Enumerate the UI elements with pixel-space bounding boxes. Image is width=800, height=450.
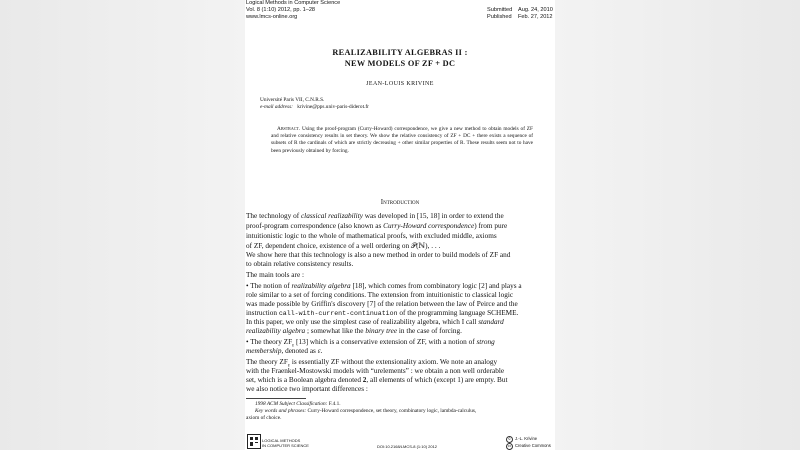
body-line: The theory $ZF_\varepsilon$ is essentially ZF without the extensionality axiom. We note an analogy xyxy=(246,358,498,369)
abstract-label: Abstract. xyxy=(277,126,301,132)
body-line: We show here that this technology is also a new method in order to build models of ZF and xyxy=(246,251,511,259)
journal-url[interactable]: www.lmcs-online.org xyxy=(246,14,298,20)
footnote-rule xyxy=(246,398,306,399)
acm-classification: 1998 ACM Subject Classification: F.4.1. xyxy=(255,401,341,407)
body-line: to obtain relative consistency results. xyxy=(246,260,354,268)
body-line: membership, denoted as ε. xyxy=(246,347,323,355)
body-line: intuitionistic logic to the whole of mathematical proofs, with excluded middle, axioms xyxy=(246,232,497,240)
body-line: • The theory $ZF_\varepsilon$ [13] which is a conservative extension of ZF, with a notion of strong xyxy=(246,338,495,349)
body-line: The main tools are : xyxy=(246,271,304,279)
body-line: with the Fraenkel-Mostowski models with “urelements” : we obtain a non well orderable xyxy=(246,367,505,375)
journal-volume: Vol. 8 (1:10) 2012, pp. 1–28 xyxy=(246,7,316,13)
journal-name: Logical Methods in Computer Science xyxy=(246,0,341,6)
viewer-background-left xyxy=(0,0,245,450)
body-line: set, which is a Boolean algebra denoted 2, all elements of which (except 1) are empty. But xyxy=(246,376,508,384)
submitted-label: Submitted xyxy=(487,7,513,13)
affiliation-email-row xyxy=(260,104,369,111)
body-line: was made possible by Griffin's discovery [7] of the relation between the law of Peirce and the xyxy=(246,300,518,308)
paper-page xyxy=(245,0,555,450)
doi[interactable]: DOI:10.2168/LMCS-8 (1:10) 2012 xyxy=(377,444,438,449)
keywords: Key words and phrases: Curry-Howard correspondence, set theory, combinatory logic, lambda-calculus, xyxy=(255,408,477,414)
body-line: role similar to a set of forcing conditions. The extension from intuitionistic to classical logic xyxy=(246,291,514,299)
paper-title-line1: REALIZABILITY ALGEBRAS II : xyxy=(332,48,468,57)
keywords-cont: axiom of choice. xyxy=(246,415,282,421)
body-line: The technology of classical realizability was developed in [15, 18] in order to extend the xyxy=(246,212,504,220)
submitted-date: Aug. 24, 2010 xyxy=(518,7,553,13)
affiliation-institution: Université Paris VII, C.N.R.S. xyxy=(260,97,325,103)
section-title: Introduction xyxy=(380,198,420,206)
abstract xyxy=(271,126,533,155)
license[interactable]: Creative Commons xyxy=(515,443,551,448)
published-label: Published xyxy=(487,14,512,20)
copyright-icon: © xyxy=(507,437,512,441)
abstract-text: Using the proof-program (Curry-Howard) correspondence, we give a new method to obtain models of ZF and relative consistency results in set theory. We show the relative consistency of ZF + DC + there exists a sequence of subsets of R the cardinals of which are strictly decreasing + other similar properties of R. These results seem not to have been previously obtained by forcing. xyxy=(271,126,533,154)
email-label: e-mail address: xyxy=(260,104,293,110)
email-address[interactable]: krivine@pps.univ-paris-diderot.fr xyxy=(297,104,369,110)
body-line: of ZF, dependent choice, existence of a well ordering on 𝒫(ℕ), . . . xyxy=(246,242,441,250)
paper-title-line2: NEW MODELS OF ZF + DC xyxy=(344,59,456,68)
creative-commons-icon: cc xyxy=(507,444,512,448)
body-line: In this paper, we only use the simplest case of realizability algebra, which I call standard xyxy=(246,318,504,326)
paper-author: JEAN-LOUIS KRIVINE xyxy=(366,81,434,87)
published-date: Feb. 27, 2012 xyxy=(518,14,553,20)
logo-text: LOGICAL METHODS IN COMPUTER SCIENCE xyxy=(262,438,309,448)
copyright-holder: J.-L. Krivine xyxy=(515,436,538,441)
body-line: realizability algebra ; somewhat like the binary tree in the case of forcing. xyxy=(246,327,462,335)
body-line: proof-program correspondence (also known as Curry-Howard correspondence) from pure xyxy=(246,222,508,230)
lmcs-logo xyxy=(247,434,261,449)
body-line: we also notice two important differences : xyxy=(246,385,368,393)
viewer-background-right xyxy=(555,0,800,450)
body-line: instruction call-with-current-continuation of the programming language SCHEME. xyxy=(246,309,519,317)
body-line: • The notion of realizability algebra [18], which comes from combinatory logic [2] and plays a xyxy=(246,282,522,290)
